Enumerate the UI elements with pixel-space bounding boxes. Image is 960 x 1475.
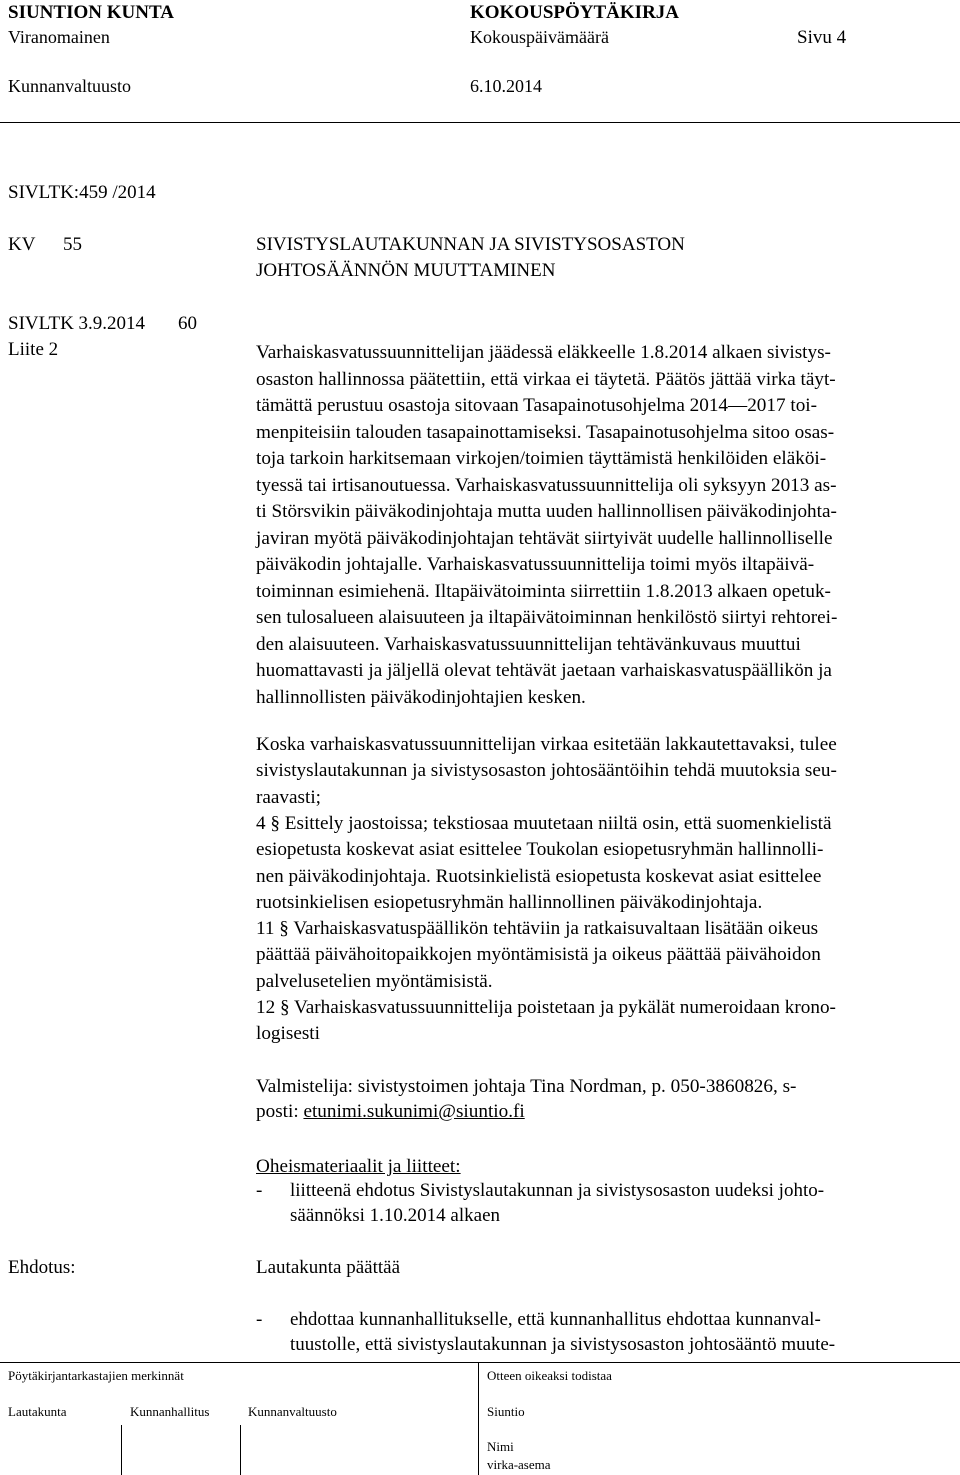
- attachments-heading: Oheismateriaalit ja liitteet:: [256, 1156, 461, 1177]
- text-line: 12 § Varhaiskasvatussuunnittelija poistetaan ja pykälät numeroidaan krono-: [256, 997, 836, 1018]
- text-line: nen päiväkodinjohtaja. Ruotsinkielistä esiopetusta koskevat asiat esittelee: [256, 865, 822, 887]
- text-line: toiminnan esimiehenä. Iltapäivätoiminta siirrettiin 1.8.2013 alkaen opetuk-: [256, 580, 831, 602]
- text-line: ruotsinkielisen esiopetusryhmän hallinnollinen päiväkodinjohtaja.: [256, 891, 763, 913]
- meeting-date-label: Kokouspäivämäärä: [470, 27, 609, 47]
- text-line: tämättä perustuu osastoja sitovaan Tasapainotusohjelma 2014—2017 toi-: [256, 395, 818, 416]
- attachment-item-line2: säännöksi 1.10.2014 alkaen: [290, 1205, 501, 1226]
- footer-place: Siuntio: [487, 1404, 525, 1419]
- proposal-label: Ehdotus:: [8, 1257, 76, 1278]
- text-line: ti Störsvikin päiväkodinjohtaja mutta uuden hallinnollisen päiväkodinjohta-: [256, 501, 837, 522]
- text-line: osaston hallinnossa päätettiin, että virkaa ei täytetä. Päätös jättää virka täyt-: [256, 368, 836, 390]
- text-line: palvelusetelien myöntämisistä.: [256, 970, 493, 992]
- text-line: menpiteisiin talouden tasapainottamiseksi. Tasapainotusohjelma sitoo osas-: [256, 421, 835, 443]
- text-line: hallinnollisten päiväkodinjohtajien kesken.: [256, 686, 586, 708]
- committee-section-number: 60: [178, 313, 197, 334]
- footer-committee: Lautakunta: [8, 1404, 67, 1419]
- document-type: KOKOUSPÖYTÄKIRJA: [470, 2, 680, 23]
- footer-top-border: [0, 1362, 960, 1363]
- footer-municipal-council: Kunnanvaltuusto: [248, 1404, 337, 1419]
- footer-name-label: Nimi: [487, 1439, 514, 1454]
- text-line: 11 § Varhaiskasvatuspäällikön tehtäviin ja ratkaisuvaltaan lisätään oikeus: [256, 918, 819, 940]
- text-line: raavasti;: [256, 786, 321, 808]
- case-title-line1: SIVISTYSLAUTAKUNNAN JA SIVISTYSOSASTON: [256, 234, 685, 255]
- authority-value: Kunnanvaltuusto: [8, 76, 131, 96]
- text-line: sivistyslautakunnan ja sivistysosaston johtosääntöihin tehdä muutoksia seu-: [256, 760, 837, 782]
- page-number: Sivu 4: [797, 27, 847, 48]
- text-line: den alaisuuteen. Varhaiskasvatussuunnittelijan tehtävänkuvaus muuttui: [256, 633, 801, 655]
- case-reference: SIVLTK:459 /2014: [8, 182, 156, 203]
- footer-title-label: virka-asema: [487, 1457, 551, 1472]
- footer-divider-1: [121, 1425, 122, 1475]
- proposal-heading: Lautakunta päättää: [256, 1257, 401, 1278]
- attachment-dash: -: [256, 1180, 263, 1201]
- proposal-line1: ehdottaa kunnanhallitukselle, että kunnanhallitus ehdottaa kunnanval-: [290, 1309, 821, 1330]
- email-prefix: posti:: [256, 1101, 304, 1122]
- footer-divider-2: [240, 1425, 241, 1475]
- text-line: javiran myötä päiväkodinjohtajan tehtävät siirtyivät uudelle hallinnolliselle: [256, 527, 833, 549]
- kv-label: KV: [8, 234, 36, 255]
- case-title-line2: JOHTOSÄÄNNÖN MUUTTAMINEN: [256, 260, 556, 281]
- preparer-line: Valmistelija: sivistystoimen johtaja Tina Nordman, p. 050-3860826, s-: [256, 1076, 797, 1097]
- authority-label: Viranomainen: [8, 27, 110, 47]
- proposal-dash: -: [256, 1309, 263, 1330]
- meeting-date-value: 6.10.2014: [470, 76, 542, 96]
- email-link[interactable]: etunimi.sukunimi@siuntio.fi: [303, 1101, 525, 1122]
- text-line: päättää päivähoitopaikkojen myöntämisistä ja oikeus päättää päivähoidon: [256, 944, 821, 966]
- attachment-item-line1: liitteenä ehdotus Sivistyslautakunnan ja sivistysosaston uudeksi johto-: [290, 1180, 825, 1201]
- committee-reference: SIVLTK 3.9.2014: [8, 313, 146, 334]
- text-line: logisesti: [256, 1023, 320, 1045]
- text-line: Koska varhaiskasvatussuunnittelijan virkaa esitetään lakkautettavaksi, tulee: [256, 734, 837, 755]
- certified-label: Otteen oikeaksi todistaa: [487, 1368, 612, 1383]
- text-line: esiopetusta koskevat asiat esittelee Toukolan esiopetusryhmän hallinnolli-: [256, 839, 824, 861]
- header-divider: [0, 122, 960, 123]
- attachment-label: Liite 2: [8, 339, 59, 360]
- footer-column-divider: [478, 1362, 479, 1475]
- preparer-contact-line: [256, 1100, 525, 1124]
- text-line: huomattavasti ja jäljellä olevat tehtävät jaetaan varhaiskasvatuspäällikön ja: [256, 660, 832, 681]
- kv-number: 55: [63, 234, 82, 255]
- organization-name: SIUNTION KUNTA: [8, 2, 174, 23]
- footer-municipal-board: Kunnanhallitus: [130, 1404, 210, 1419]
- text-line: tyessä tai irtisanoutuessa. Varhaiskasvatussuunnittelija oli syksyyn 2013 as-: [256, 474, 837, 496]
- text-line: Varhaiskasvatussuunnittelijan jäädessä eläkkeelle 1.8.2014 alkaen sivistys-: [256, 342, 831, 363]
- text-line: sen tulosalueen alaisuuteen ja iltapäivätoiminnan henkilöstö siirtyi rehtorei-: [256, 607, 838, 628]
- proposal-line2: tuustolle, että sivistyslautakunnan ja sivistysosaston johtosääntö muute-: [290, 1334, 836, 1355]
- text-line: toja tarkoin harkitsemaan virkojen/toimien täyttämistä henkilöiden eläköi-: [256, 448, 827, 469]
- text-line: 4 § Esittely jaostoissa; tekstiosaa muutetaan niiltä osin, että suomenkielistä: [256, 812, 832, 834]
- inspectors-label: Pöytäkirjantarkastajien merkinnät: [8, 1368, 184, 1383]
- text-line: päiväkodin johtajalle. Varhaiskasvatussuunnittelija toimi myös iltapäivä-: [256, 554, 815, 575]
